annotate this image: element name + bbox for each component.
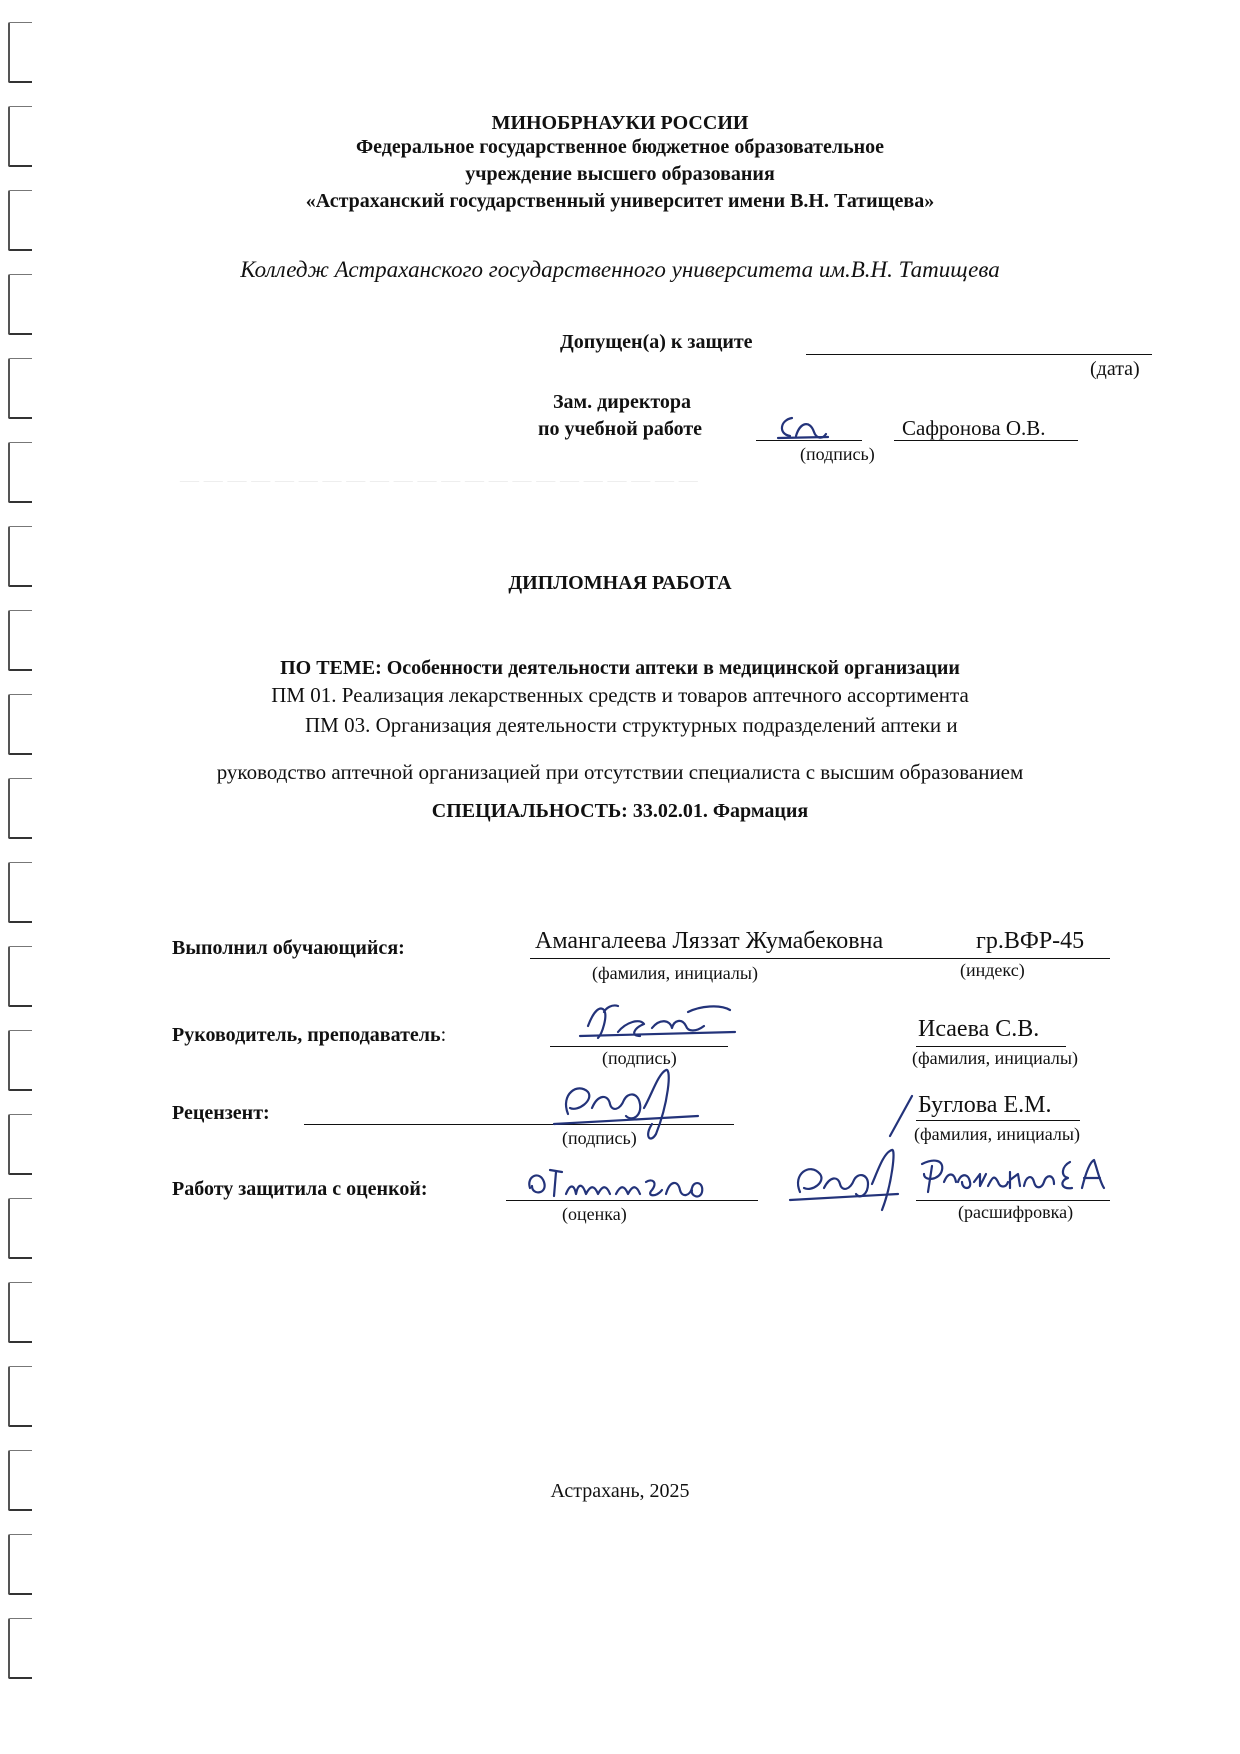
college-name: Колледж Астраханского государственного университета им.В.Н. Татищева	[240, 257, 1000, 282]
admission-date-caption: (дата)	[1090, 358, 1140, 380]
defense-name-handwritten	[914, 1152, 1174, 1202]
deputy-title-line-1: Зам. директора	[553, 391, 692, 413]
specialty: СПЕЦИАЛЬНОСТЬ: 33.02.01. Фармация	[431, 800, 809, 822]
binding-ring	[8, 1198, 32, 1259]
deputy-title-line-2: по учебной работе	[538, 418, 703, 440]
supervisor-signature-caption: (подпись)	[602, 1048, 677, 1068]
reviewer-label: Рецензент:	[172, 1102, 270, 1124]
defense-committee-signature	[786, 1144, 906, 1224]
defense-label: Работу защитила с оценкой:	[172, 1178, 428, 1200]
reviewer-signature-caption: (подпись)	[562, 1128, 637, 1148]
binding-ring	[8, 1618, 32, 1679]
supervisor-signature	[570, 998, 740, 1048]
binding-ring	[8, 1366, 32, 1427]
admission-label: Допущен(а) к защите	[560, 331, 753, 353]
binding-ring	[8, 946, 32, 1007]
institution-line-1: Федеральное государственное бюджетное образовательное	[355, 136, 885, 158]
grade-caption: (оценка)	[562, 1204, 627, 1224]
show-through-text: — — — — — — — — — — — — — — — — — — — — — —	[180, 470, 698, 491]
decoding-caption: (расшифровка)	[958, 1202, 1074, 1222]
institution-line-2: учреждение высшего образования	[465, 163, 775, 185]
binding-ring	[8, 1282, 32, 1343]
supervisor-name-caption: (фамилия, инициалы)	[912, 1048, 1078, 1068]
student-name-caption: (фамилия, инициалы)	[592, 963, 758, 983]
supervisor-label	[172, 1024, 446, 1047]
binding-ring	[8, 358, 32, 419]
deputy-signature	[770, 408, 860, 448]
student-label: Выполнил обучающийся:	[172, 937, 405, 959]
binding-ring	[8, 442, 32, 503]
deputy-name: Сафронова О.В.	[902, 416, 1046, 440]
ministry-title: МИНОБРНАУКИ РОССИИ	[491, 112, 749, 134]
student-group: гр.ВФР-45	[976, 928, 1085, 954]
binding-ring	[8, 1534, 32, 1595]
student-group-caption: (индекс)	[960, 960, 1025, 980]
work-type-title: ДИПЛОМНАЯ РАБОТА	[508, 572, 732, 594]
module-03-line-1: ПМ 03. Организация деятельности структурных подразделений аптеки и	[305, 713, 958, 737]
deputy-signature-caption: (подпись)	[800, 444, 875, 464]
binding-ring	[8, 862, 32, 923]
reviewer-name: Буглова Е.М.	[918, 1092, 1052, 1118]
supervisor-name: Исаева С.В.	[918, 1016, 1040, 1042]
place-and-year: Астрахань, 2025	[550, 1480, 690, 1502]
module-01: ПМ 01. Реализация лекарственных средств и товаров аптечного ассортимента	[271, 683, 969, 707]
binding-ring	[8, 274, 32, 335]
binding-ring	[8, 1114, 32, 1175]
module-03-line-2: руководство аптечной организацией при отсутствии специалиста с высшим образованием	[216, 760, 1024, 784]
university-name: «Астраханский государственный университет имени В.Н. Татищева»	[305, 190, 935, 212]
student-name: Амангалеева Ляззат Жумабековна	[535, 928, 884, 954]
supervisor-label-colon: :	[440, 1024, 447, 1046]
reviewer-name-caption: (фамилия, инициалы)	[914, 1124, 1080, 1144]
work-topic: ПО ТЕМЕ: Особенности деятельности аптеки в медицинской организации	[280, 657, 960, 679]
supervisor-label-text: Руководитель, преподаватель	[172, 1024, 441, 1046]
admission-date-line	[806, 332, 1152, 355]
binding-ring	[8, 22, 32, 83]
binding-ring	[8, 1030, 32, 1091]
grade-handwritten	[520, 1160, 740, 1210]
